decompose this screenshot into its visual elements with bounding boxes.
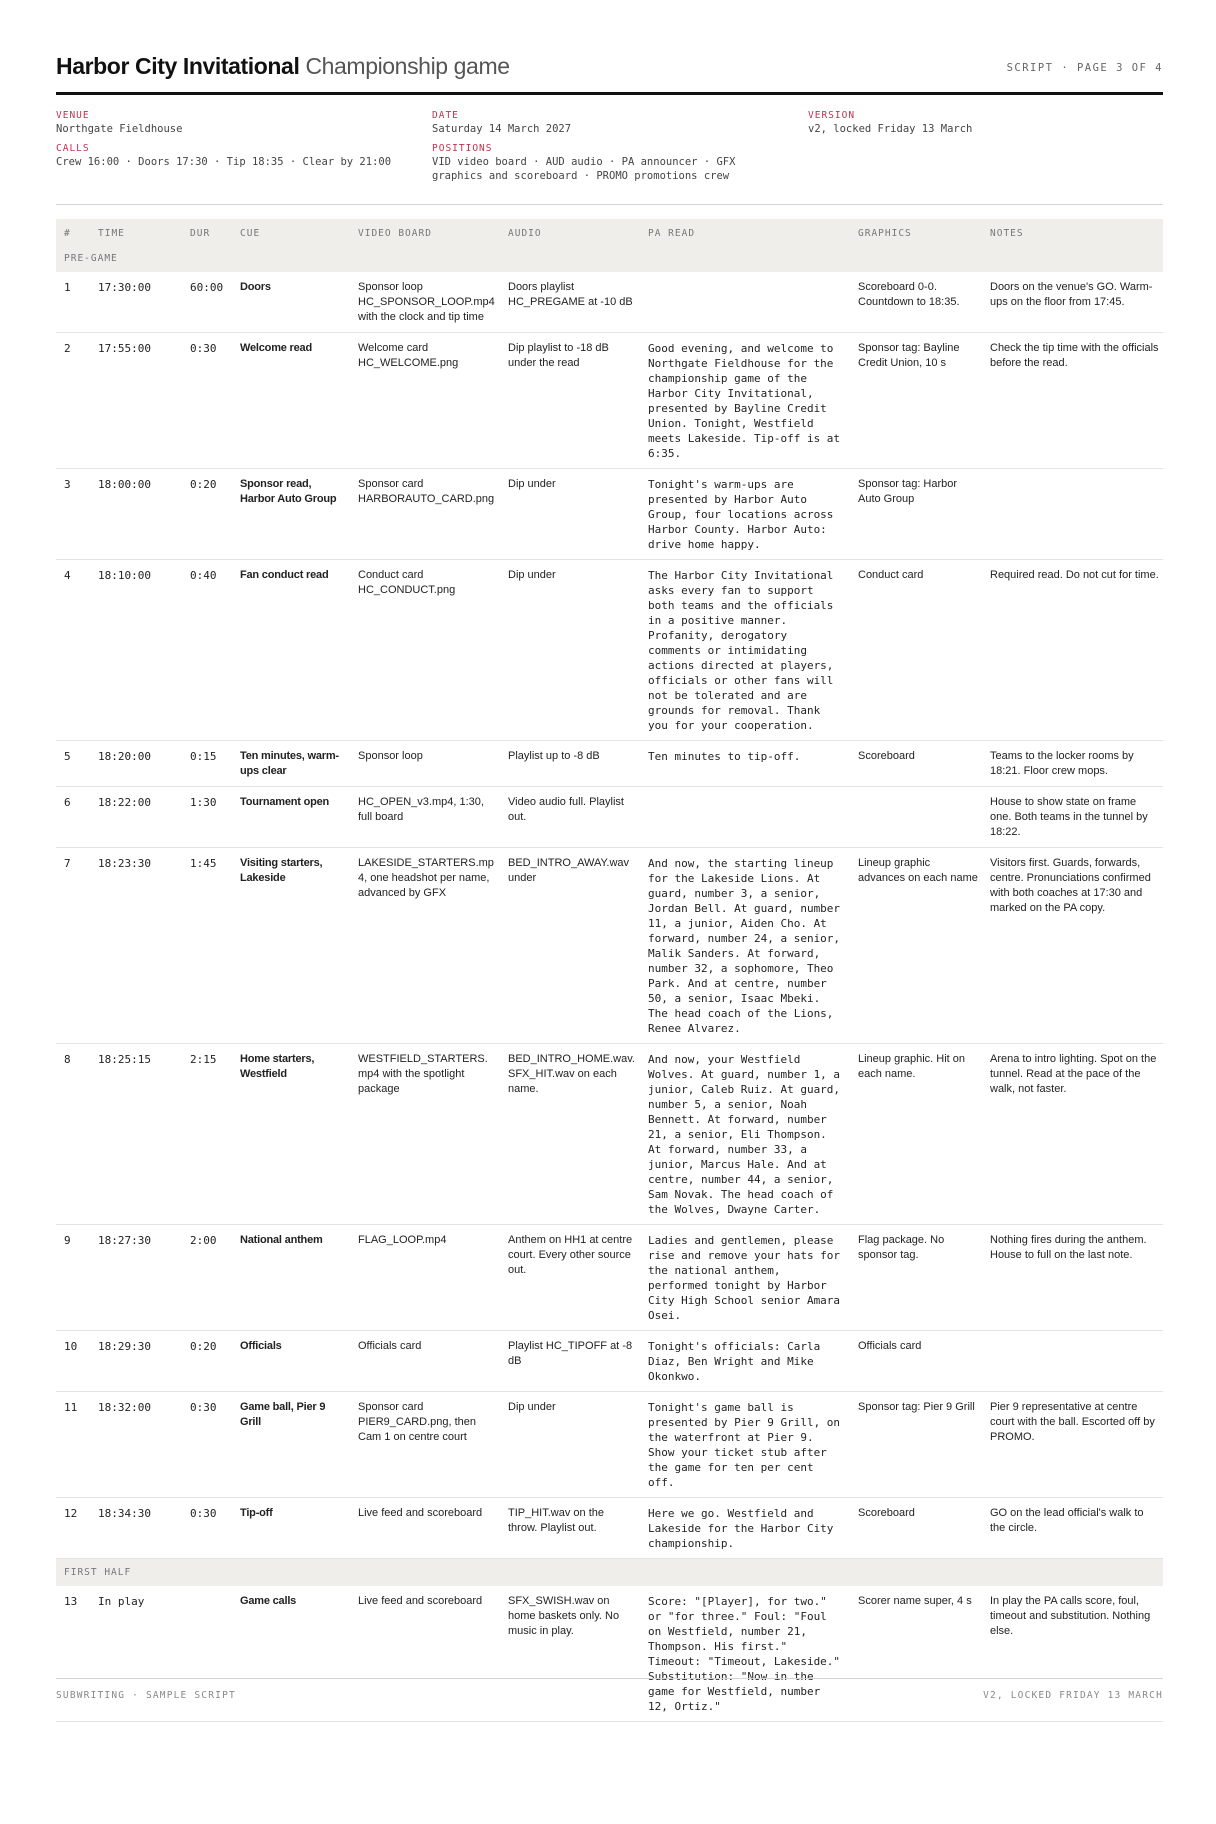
cue-name: Doors	[232, 272, 350, 333]
cue-notes: Required read. Do not cut for time.	[982, 560, 1163, 741]
col-header-pa-read: PA READ	[640, 219, 850, 245]
cue-number: 1	[56, 272, 90, 333]
cue-time: 18:00:00	[90, 469, 182, 560]
table-row	[56, 469, 1163, 560]
cue-notes	[982, 469, 1163, 560]
cue-graphics: Officials card	[850, 1331, 982, 1392]
cue-video-board: FLAG_LOOP.mp4	[350, 1225, 500, 1331]
cue-number: 6	[56, 787, 90, 848]
cue-time: 18:34:30	[90, 1498, 182, 1559]
cue-duration: 2:15	[182, 1044, 232, 1225]
cue-video-board: Live feed and scoreboard	[350, 1586, 500, 1722]
table-row	[56, 848, 1163, 1044]
cue-table	[56, 219, 1163, 1722]
col-header-audio: AUDIO	[500, 219, 640, 245]
cue-time: 18:23:30	[90, 848, 182, 1044]
cue-video-board: WESTFIELD_STARTERS.mp4 with the spotlight package	[350, 1044, 500, 1225]
cue-audio: Anthem on HH1 at centre court. Every other source out.	[500, 1225, 640, 1331]
cue-video-board: Conduct card HC_CONDUCT.png	[350, 560, 500, 741]
cue-audio: Dip under	[500, 1392, 640, 1498]
table-row	[56, 787, 1163, 848]
cue-video-board: Sponsor card HARBORAUTO_CARD.png	[350, 469, 500, 560]
calls-value: Crew 16:00 · Doors 17:30 · Tip 18:35 · Clear by 21:00	[56, 156, 392, 168]
cue-pa-read	[640, 787, 850, 848]
cue-name: Home starters, Westfield	[232, 1044, 350, 1225]
page-footer	[56, 1678, 1163, 1701]
cue-duration: 0:30	[182, 1392, 232, 1498]
cue-time: 17:30:00	[90, 272, 182, 333]
cue-pa-read: Score: "[Player], for two." or "for three." Foul: "Foul on Westfield, number 21, Thompson. His first." Timeout: "Timeout, Lakeside." Substitution: "Now in the game for Westfield, number 12, Ortiz."	[640, 1586, 850, 1722]
cue-name: Officials	[232, 1331, 350, 1392]
col-header-video-board: VIDEO BOARD	[350, 219, 500, 245]
cue-video-board: Officials card	[350, 1331, 500, 1392]
cue-notes: Teams to the locker rooms by 18:21. Floor crew mops.	[982, 741, 1163, 787]
cue-audio: BED_INTRO_HOME.wav. SFX_HIT.wav on each name.	[500, 1044, 640, 1225]
cue-time: 18:27:30	[90, 1225, 182, 1331]
cue-duration: 0:30	[182, 1498, 232, 1559]
cue-video-board: LAKESIDE_STARTERS.mp4, one headshot per name, advanced by GFX	[350, 848, 500, 1044]
cue-audio: Dip under	[500, 469, 640, 560]
cue-table-body	[56, 245, 1163, 1722]
cue-number: 10	[56, 1331, 90, 1392]
cue-pa-read: Good evening, and welcome to Northgate Fieldhouse for the championship game of the Harbor City Invitational, presented by Bayline Credit Union. Tonight, Westfield meets Lakeside. Tip-off is at 6:35.	[640, 333, 850, 469]
col-header-dur: DUR	[182, 219, 232, 245]
date-value: Saturday 14 March 2027	[432, 123, 572, 135]
cue-time: 18:22:00	[90, 787, 182, 848]
cue-audio: SFX_SWISH.wav on home baskets only. No music in play.	[500, 1586, 640, 1722]
cue-name: Welcome read	[232, 333, 350, 469]
meta-block	[56, 95, 1163, 205]
table-row	[56, 1044, 1163, 1225]
cue-graphics: Flag package. No sponsor tag.	[850, 1225, 982, 1331]
cue-time: 17:55:00	[90, 333, 182, 469]
cue-video-board: Sponsor loop	[350, 741, 500, 787]
cue-duration: 1:45	[182, 848, 232, 1044]
cue-graphics: Scoreboard	[850, 1498, 982, 1559]
table-row	[56, 1225, 1163, 1331]
col-header-time: TIME	[90, 219, 182, 245]
version-label: VERSION	[808, 110, 856, 121]
cue-duration: 0:15	[182, 741, 232, 787]
venue-value: Northgate Fieldhouse	[56, 123, 183, 135]
cue-pa-read: Tonight's warm-ups are presented by Harbor Auto Group, four locations across Harbor County. Harbor Auto: drive home happy.	[640, 469, 850, 560]
cue-audio: TIP_HIT.wav on the throw. Playlist out.	[500, 1498, 640, 1559]
cue-pa-read: And now, your Westfield Wolves. At guard, number 1, a junior, Caleb Ruiz. At guard, number 5, a senior, Noah Bennett. At forward, number 21, a senior, Eli Thompson. At forward, number 33, a junior, Marcus Hale. And at centre, number 44, a senior, Sam Novak. The head coach of the Wolves, Dwayne Carter.	[640, 1044, 850, 1225]
footer-left: SUBWRITING · SAMPLE SCRIPT	[56, 1690, 236, 1701]
cue-audio: Playlist HC_TIPOFF at -8 dB	[500, 1331, 640, 1392]
section-label: PRE-GAME	[56, 245, 1163, 272]
cue-video-board: Live feed and scoreboard	[350, 1498, 500, 1559]
cue-duration: 0:20	[182, 469, 232, 560]
cue-graphics: Conduct card	[850, 560, 982, 741]
cue-duration	[182, 1586, 232, 1722]
cue-name: Fan conduct read	[232, 560, 350, 741]
cue-notes: Visitors first. Guards, forwards, centre. Pronunciations confirmed with both coaches at 17:30 and marked on the PA copy.	[982, 848, 1163, 1044]
date-label: DATE	[432, 110, 459, 121]
cue-name: Tip-off	[232, 1498, 350, 1559]
cue-number: 12	[56, 1498, 90, 1559]
version-value: v2, locked Friday 13 March	[808, 123, 973, 135]
cue-duration: 0:20	[182, 1331, 232, 1392]
calls-label: CALLS	[56, 143, 90, 154]
cue-name: National anthem	[232, 1225, 350, 1331]
cue-notes: GO on the lead official's walk to the circle.	[982, 1498, 1163, 1559]
cue-number: 4	[56, 560, 90, 741]
cue-video-board: Sponsor card PIER9_CARD.png, then Cam 1 on centre court	[350, 1392, 500, 1498]
section-row	[56, 245, 1163, 272]
cue-notes: Pier 9 representative at centre court with the ball. Escorted off by PROMO.	[982, 1392, 1163, 1498]
cue-notes: Nothing fires during the anthem. House to full on the last note.	[982, 1225, 1163, 1331]
cue-graphics: Lineup graphic. Hit on each name.	[850, 1044, 982, 1225]
table-row	[56, 1392, 1163, 1498]
footer-right: V2, LOCKED FRIDAY 13 MARCH	[983, 1690, 1163, 1701]
section-row	[56, 1559, 1163, 1587]
cue-video-board: Sponsor loop HC_SPONSOR_LOOP.mp4 with the clock and tip time	[350, 272, 500, 333]
cue-graphics	[850, 787, 982, 848]
meta-col-version	[808, 109, 1163, 189]
cue-graphics: Scorer name super, 4 s	[850, 1586, 982, 1722]
table-row	[56, 1331, 1163, 1392]
cue-time: 18:10:00	[90, 560, 182, 741]
cue-graphics: Sponsor tag: Harbor Auto Group	[850, 469, 982, 560]
cue-name: Ten minutes, warm-ups clear	[232, 741, 350, 787]
page-header	[56, 52, 1163, 95]
cue-notes: Doors on the venue's GO. Warm-ups on the floor from 17:45.	[982, 272, 1163, 333]
cue-notes: Check the tip time with the officials before the read.	[982, 333, 1163, 469]
cue-pa-read: The Harbor City Invitational asks every fan to support both teams and the officials in a positive manner. Profanity, derogatory comments or intimidating actions directed at players, officials or other fans will not be tolerated and are grounds for removal. Thank you for your cooperation.	[640, 560, 850, 741]
cue-number: 3	[56, 469, 90, 560]
positions-label: POSITIONS	[432, 143, 493, 154]
cue-number: 11	[56, 1392, 90, 1498]
cue-number: 8	[56, 1044, 90, 1225]
cue-number: 9	[56, 1225, 90, 1331]
cue-number: 2	[56, 333, 90, 469]
table-row	[56, 272, 1163, 333]
cue-pa-read: Here we go. Westfield and Lakeside for the Harbor City championship.	[640, 1498, 850, 1559]
cue-pa-read: Ten minutes to tip-off.	[640, 741, 850, 787]
cue-name: Game calls	[232, 1586, 350, 1722]
event-subtitle: Championship game	[305, 53, 510, 79]
cue-graphics: Sponsor tag: Pier 9 Grill	[850, 1392, 982, 1498]
cue-time: In play	[90, 1586, 182, 1722]
cue-graphics: Scoreboard 0-0. Countdown to 18:35.	[850, 272, 982, 333]
cue-duration: 60:00	[182, 272, 232, 333]
venue-label: VENUE	[56, 110, 90, 121]
positions-value: VID video board · AUD audio · PA announcer · GFX graphics and scoreboard · PROMO promotions crew	[432, 156, 736, 182]
cue-duration: 2:00	[182, 1225, 232, 1331]
table-header-row	[56, 219, 1163, 245]
cue-number: 5	[56, 741, 90, 787]
cue-duration: 1:30	[182, 787, 232, 848]
cue-pa-read: Ladies and gentlemen, please rise and remove your hats for the national anthem, performed tonight by Harbor City High School senior Amara Osei.	[640, 1225, 850, 1331]
cue-audio: Doors playlist HC_PREGAME at -10 dB	[500, 272, 640, 333]
section-label: FIRST HALF	[56, 1559, 1163, 1587]
cue-pa-read: Tonight's game ball is presented by Pier 9 Grill, on the waterfront at Pier 9. Show your ticket stub after the game for ten per cent off.	[640, 1392, 850, 1498]
cue-time: 18:29:30	[90, 1331, 182, 1392]
cue-pa-read: Tonight's officials: Carla Diaz, Ben Wright and Mike Okonkwo.	[640, 1331, 850, 1392]
table-row	[56, 333, 1163, 469]
cue-duration: 0:30	[182, 333, 232, 469]
table-row	[56, 1586, 1163, 1722]
col-header-graphics: GRAPHICS	[850, 219, 982, 245]
event-name: Harbor City Invitational	[56, 53, 300, 79]
table-row	[56, 560, 1163, 741]
cue-notes: House to show state on frame one. Both teams in the tunnel by 18:22.	[982, 787, 1163, 848]
cue-audio: BED_INTRO_AWAY.wav under	[500, 848, 640, 1044]
cue-name: Sponsor read, Harbor Auto Group	[232, 469, 350, 560]
col-header-cue: CUE	[232, 219, 350, 245]
cue-name: Game ball, Pier 9 Grill	[232, 1392, 350, 1498]
table-row	[56, 1498, 1163, 1559]
cue-notes: Arena to intro lighting. Spot on the tunnel. Read at the pace of the walk, not faster.	[982, 1044, 1163, 1225]
cue-time: 18:32:00	[90, 1392, 182, 1498]
cue-notes: In play the PA calls score, foul, timeout and substitution. Nothing else.	[982, 1586, 1163, 1722]
cue-graphics: Lineup graphic advances on each name	[850, 848, 982, 1044]
cue-time: 18:25:15	[90, 1044, 182, 1225]
cue-pa-read: And now, the starting lineup for the Lakeside Lions. At guard, number 3, a senior, Jordan Bell. At guard, number 11, a junior, Aiden Cho. At forward, number 24, a senior, Malik Sanders. At forward, number 32, a sophomore, Theo Park. And at centre, number 50, a senior, Isaac Mbeki. The head coach of the Lions, Renee Alvarez.	[640, 848, 850, 1044]
cue-name: Tournament open	[232, 787, 350, 848]
cue-number: 13	[56, 1586, 90, 1722]
table-row	[56, 741, 1163, 787]
cue-time: 18:20:00	[90, 741, 182, 787]
cue-audio: Playlist up to -8 dB	[500, 741, 640, 787]
cue-graphics: Sponsor tag: Bayline Credit Union, 10 s	[850, 333, 982, 469]
cue-video-board: HC_OPEN_v3.mp4, 1:30, full board	[350, 787, 500, 848]
cue-number: 7	[56, 848, 90, 1044]
cue-duration: 0:40	[182, 560, 232, 741]
cue-audio: Dip playlist to -18 dB under the read	[500, 333, 640, 469]
cue-audio: Video audio full. Playlist out.	[500, 787, 640, 848]
script-page	[56, 52, 1163, 1722]
meta-col-date	[432, 109, 808, 189]
page-info: SCRIPT · PAGE 3 OF 4	[1006, 62, 1163, 74]
cue-video-board: Welcome card HC_WELCOME.png	[350, 333, 500, 469]
col-header-num: #	[56, 219, 90, 245]
cue-audio: Dip under	[500, 560, 640, 741]
cue-name: Visiting starters, Lakeside	[232, 848, 350, 1044]
cue-graphics: Scoreboard	[850, 741, 982, 787]
page-title	[56, 52, 510, 80]
col-header-notes: NOTES	[982, 219, 1163, 245]
cue-notes	[982, 1331, 1163, 1392]
cue-pa-read	[640, 272, 850, 333]
meta-col-venue	[56, 109, 432, 189]
